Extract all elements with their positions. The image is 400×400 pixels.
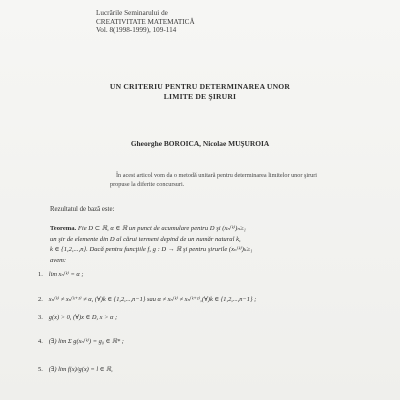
condition-number: 5.	[38, 366, 43, 373]
condition-number: 2.	[38, 296, 43, 303]
condition-number: 3.	[38, 314, 43, 321]
theorem-text-2: un şir de elemente din D al cărui termeni depind de un număr natural k,	[50, 235, 241, 243]
condition-item	[38, 270, 84, 278]
condition-item	[38, 337, 124, 345]
theorem-line-4	[50, 256, 360, 267]
condition-number: 4.	[38, 338, 43, 345]
condition-item	[38, 313, 117, 321]
condition-item	[38, 365, 113, 373]
theorem-line-1	[50, 224, 360, 235]
article-title	[0, 82, 400, 102]
theorem-label: Teorema.	[50, 225, 77, 232]
theorem-line-2	[50, 235, 360, 246]
theorem-text-3: k ∈ {1,2,...,n}. Dacă pentru funcţiile f, g : D → ℝ şi pentru şirurile (xₙ⁽ᵏ⁾)ₖ≥₁	[50, 246, 253, 253]
condition-text: g(x) > 0, (∀)x ∈ D, x > α ;	[48, 314, 118, 321]
title-line-2: LIMITE DE ŞIRURI	[163, 92, 237, 101]
theorem-text-1: Fie D ⊂ ℝ, α ∈ ℝ un punct de acumulare pentru D şi (xₙ⁽ᵏ⁾)ₙ≥₁	[77, 225, 246, 232]
header-line-2: CREATIVITATE MATEMATICĂ	[96, 17, 195, 26]
theorem-block	[50, 224, 360, 266]
subheading: Rezultatul de bază este:	[50, 206, 115, 213]
header-line-1: Lucrările Seminarului de	[96, 9, 168, 17]
author-line: Gheorghe BOROICA, Nicolae MUŞUROIA	[130, 139, 270, 148]
theorem-text-4: avem:	[50, 256, 67, 264]
abstract-paragraph: În acest articol vom da o metodă unitară pentru determinarea limitelor unor şiruri propuse la diferite concursuri.	[110, 172, 318, 188]
title-line-1: UN CRITERIU PENTRU DETERMINAREA UNOR	[109, 82, 291, 91]
condition-number: 1.	[38, 271, 43, 278]
condition-text: (∃) lim f(x)/g(x) = l ∈ ℝ,	[48, 366, 113, 373]
header-line-3: Vol. 8(1998-1999), 109-114	[96, 26, 177, 35]
theorem-line-3	[50, 245, 360, 256]
condition-item	[38, 295, 256, 303]
condition-text: xₙ⁽ᵏ⁾ ≠ xₙ⁽ᵏ⁺¹⁾ ≠ α, (∀)k ∈ {1,2,...,n−1} sau α ≠ xₙ⁽ᵏ⁾ ≠ xₙ⁽ᵏ⁺¹⁾,(∀)k ∈ {1,2,...,n−1} ;	[48, 296, 257, 303]
journal-header	[96, 9, 195, 35]
condition-text: lim xₙ⁽ᵏ⁾ = α ;	[48, 271, 84, 278]
condition-text: (∃) lim Σ g(xₙ⁽ᵏ⁾) = g₀ ∈ ℝ* ;	[48, 338, 124, 345]
